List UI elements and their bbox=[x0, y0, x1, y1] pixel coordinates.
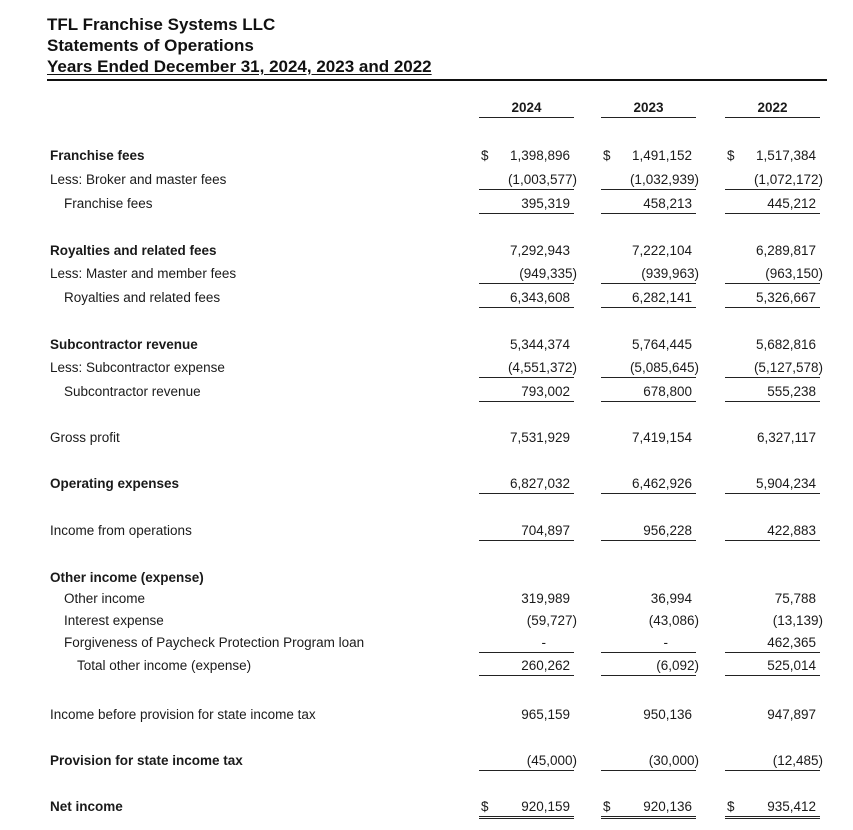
row-label: Other income bbox=[64, 591, 146, 606]
row-label: Income from operations bbox=[50, 523, 192, 538]
value: 5,344,374 bbox=[509, 337, 570, 352]
value-cell-2024 bbox=[479, 265, 577, 284]
value: 5,682,816 bbox=[755, 337, 816, 352]
value: 1,398,896 bbox=[509, 148, 570, 163]
value: 5,326,667 bbox=[755, 290, 816, 305]
value: (939,963) bbox=[641, 266, 699, 281]
value: 555,238 bbox=[767, 384, 816, 399]
value-cell-2024 bbox=[479, 242, 574, 260]
value-cell-2023 bbox=[601, 195, 696, 214]
table-row bbox=[0, 590, 853, 610]
value-cell-2022 bbox=[725, 265, 823, 284]
value: 6,462,926 bbox=[631, 476, 692, 491]
value-cell-2022 bbox=[725, 147, 820, 165]
value-cell-2022 bbox=[725, 657, 820, 676]
value: 395,319 bbox=[521, 196, 570, 211]
value-cell-2024 bbox=[479, 336, 574, 354]
value: 965,159 bbox=[521, 707, 570, 722]
row-label: Gross profit bbox=[50, 430, 120, 445]
value-cell-2022 bbox=[725, 475, 820, 494]
table-row bbox=[0, 475, 853, 495]
value-cell-2022 bbox=[725, 590, 820, 608]
value: 7,222,104 bbox=[631, 243, 692, 258]
value: 7,292,943 bbox=[509, 243, 570, 258]
value: (1,072,172) bbox=[753, 172, 823, 187]
value: 6,827,032 bbox=[509, 476, 570, 491]
value-cell-2024 bbox=[479, 657, 574, 676]
value: (1,032,939) bbox=[629, 172, 699, 187]
value-cell-2023 bbox=[601, 383, 696, 402]
value-cell-2022 bbox=[725, 242, 820, 260]
value-cell-2024 bbox=[479, 798, 574, 819]
table-row bbox=[0, 706, 853, 726]
table-row bbox=[0, 522, 853, 542]
table-row bbox=[0, 171, 853, 191]
row-label: Subcontractor revenue bbox=[50, 337, 198, 352]
table-row bbox=[0, 383, 853, 403]
value-cell-2023 bbox=[601, 359, 699, 378]
value: (43,086) bbox=[648, 613, 699, 628]
row-label: Net income bbox=[50, 799, 123, 814]
currency-symbol: $ bbox=[727, 148, 735, 163]
value: 793,002 bbox=[521, 384, 570, 399]
value-cell-2022 bbox=[725, 171, 823, 190]
value: 704,897 bbox=[521, 523, 570, 538]
row-label: Less: Subcontractor expense bbox=[50, 360, 225, 375]
value-cell-2023 bbox=[601, 798, 696, 819]
row-label: Franchise fees bbox=[50, 148, 145, 163]
row-label: Interest expense bbox=[64, 613, 164, 628]
value-cell-2023 bbox=[601, 612, 699, 630]
value-cell-2024 bbox=[479, 383, 574, 402]
table-row bbox=[0, 289, 853, 309]
currency-symbol: $ bbox=[603, 799, 611, 814]
value: 525,014 bbox=[767, 658, 816, 673]
value-cell-2023 bbox=[601, 634, 696, 653]
value-cell-2023 bbox=[601, 522, 696, 541]
value-cell-2022 bbox=[725, 429, 820, 447]
value: 422,883 bbox=[767, 523, 816, 538]
value: 7,419,154 bbox=[631, 430, 692, 445]
value-cell-2022 bbox=[725, 336, 820, 354]
statement-title-block bbox=[47, 14, 432, 77]
table-row bbox=[0, 359, 853, 379]
value: 947,897 bbox=[767, 707, 816, 722]
value: 319,989 bbox=[521, 591, 570, 606]
value-cell-2022 bbox=[725, 569, 820, 587]
table-row bbox=[0, 265, 853, 285]
value: 1,517,384 bbox=[755, 148, 816, 163]
value: (5,127,578) bbox=[753, 360, 823, 375]
currency-symbol: $ bbox=[603, 148, 611, 163]
value-cell-2022 bbox=[725, 752, 823, 771]
value: 445,212 bbox=[767, 196, 816, 211]
table-row bbox=[0, 242, 853, 262]
company-name: TFL Franchise Systems LLC bbox=[47, 15, 276, 34]
value-cell-2022 bbox=[725, 195, 820, 214]
value: (6,092) bbox=[656, 658, 699, 673]
value-cell-2024 bbox=[479, 522, 574, 541]
column-header-2024: 2024 bbox=[479, 100, 574, 118]
value: 36,994 bbox=[650, 591, 692, 606]
value-cell-2022 bbox=[725, 634, 820, 653]
value: 956,228 bbox=[643, 523, 692, 538]
row-label: Franchise fees bbox=[64, 196, 153, 211]
value-cell-2024 bbox=[479, 612, 577, 630]
value-cell-2022 bbox=[725, 798, 820, 819]
value-cell-2024 bbox=[479, 706, 574, 724]
value-cell-2024 bbox=[479, 289, 574, 308]
value-cell-2024 bbox=[479, 569, 574, 587]
value: 6,327,117 bbox=[756, 430, 816, 445]
value: 6,343,608 bbox=[509, 290, 570, 305]
value-cell-2023 bbox=[601, 289, 696, 308]
statement-period: Years Ended December 31, 2024, 2023 and 2022 bbox=[47, 57, 432, 76]
value-cell-2024 bbox=[479, 429, 574, 447]
value-cell-2023 bbox=[601, 590, 696, 608]
row-label: Less: Broker and master fees bbox=[50, 172, 227, 187]
value-cell-2023 bbox=[601, 147, 696, 165]
row-label: Operating expenses bbox=[50, 476, 180, 491]
value: - bbox=[541, 635, 546, 650]
row-label: Other income (expense) bbox=[50, 570, 204, 585]
value: 462,365 bbox=[767, 635, 816, 650]
row-label: Provision for state income tax bbox=[50, 753, 243, 768]
value: (963,150) bbox=[765, 266, 823, 281]
value: 1,491,152 bbox=[631, 148, 692, 163]
currency-symbol: $ bbox=[481, 148, 489, 163]
value: 6,282,141 bbox=[631, 290, 692, 305]
value-cell-2023 bbox=[601, 657, 699, 676]
row-label: Royalties and related fees bbox=[64, 290, 221, 305]
row-label: Forgiveness of Paycheck Protection Program loan bbox=[64, 635, 365, 650]
value-cell-2022 bbox=[725, 289, 820, 308]
value: (13,139) bbox=[772, 613, 823, 628]
value-cell-2023 bbox=[601, 171, 699, 190]
value-cell-2023 bbox=[601, 706, 696, 724]
value: (59,727) bbox=[526, 613, 577, 628]
value: 950,136 bbox=[643, 707, 692, 722]
value: (30,000) bbox=[648, 753, 699, 768]
value: 6,289,817 bbox=[755, 243, 816, 258]
value: 260,262 bbox=[521, 658, 570, 673]
column-header-2022: 2022 bbox=[725, 100, 820, 118]
table-row bbox=[0, 569, 853, 589]
value: 7,531,929 bbox=[509, 430, 570, 445]
value-cell-2024 bbox=[479, 752, 577, 771]
table-row bbox=[0, 752, 853, 772]
value-cell-2023 bbox=[601, 265, 699, 284]
value: 5,764,445 bbox=[631, 337, 692, 352]
value: - bbox=[663, 635, 668, 650]
value: 920,159 bbox=[521, 799, 570, 814]
value-cell-2022 bbox=[725, 383, 820, 402]
value: (949,335) bbox=[519, 266, 577, 281]
value: (4,551,372) bbox=[507, 360, 577, 375]
value: 75,788 bbox=[774, 591, 816, 606]
value: 920,136 bbox=[643, 799, 692, 814]
value-cell-2024 bbox=[479, 475, 574, 494]
value-cell-2024 bbox=[479, 171, 577, 190]
value-cell-2024 bbox=[479, 590, 574, 608]
value-cell-2023 bbox=[601, 752, 699, 771]
value: 5,904,234 bbox=[755, 476, 816, 491]
table-row bbox=[0, 634, 853, 654]
row-label: Total other income (expense) bbox=[77, 658, 252, 673]
table-row bbox=[0, 612, 853, 632]
value: (1,003,577) bbox=[507, 172, 577, 187]
value: (45,000) bbox=[526, 753, 577, 768]
value-cell-2024 bbox=[479, 634, 574, 653]
value: (5,085,645) bbox=[629, 360, 699, 375]
row-label: Less: Master and member fees bbox=[50, 266, 237, 281]
row-label: Subcontractor revenue bbox=[64, 384, 201, 399]
table-row bbox=[0, 657, 853, 677]
table-row bbox=[0, 336, 853, 356]
statement-name: Statements of Operations bbox=[47, 36, 254, 55]
value-cell-2022 bbox=[725, 522, 820, 541]
value: 678,800 bbox=[643, 384, 692, 399]
row-label: Income before provision for state income tax bbox=[50, 707, 316, 722]
value-cell-2023 bbox=[601, 429, 696, 447]
currency-symbol: $ bbox=[727, 799, 735, 814]
row-label: Royalties and related fees bbox=[50, 243, 217, 258]
value-cell-2024 bbox=[479, 195, 574, 214]
table-row bbox=[0, 195, 853, 215]
value: (12,485) bbox=[772, 753, 823, 768]
table-row bbox=[0, 147, 853, 167]
currency-symbol: $ bbox=[481, 799, 489, 814]
value-cell-2024 bbox=[479, 359, 577, 378]
value: 935,412 bbox=[767, 799, 816, 814]
value-cell-2023 bbox=[601, 242, 696, 260]
table-row bbox=[0, 429, 853, 449]
value-cell-2023 bbox=[601, 475, 696, 494]
table-row bbox=[0, 798, 853, 818]
header-rule bbox=[47, 79, 827, 81]
column-header-2023: 2023 bbox=[601, 100, 696, 118]
value-cell-2024 bbox=[479, 147, 574, 165]
value: 458,213 bbox=[643, 196, 692, 211]
value-cell-2023 bbox=[601, 336, 696, 354]
value-cell-2023 bbox=[601, 569, 696, 587]
value-cell-2022 bbox=[725, 359, 823, 378]
value-cell-2022 bbox=[725, 706, 820, 724]
value-cell-2022 bbox=[725, 612, 823, 630]
